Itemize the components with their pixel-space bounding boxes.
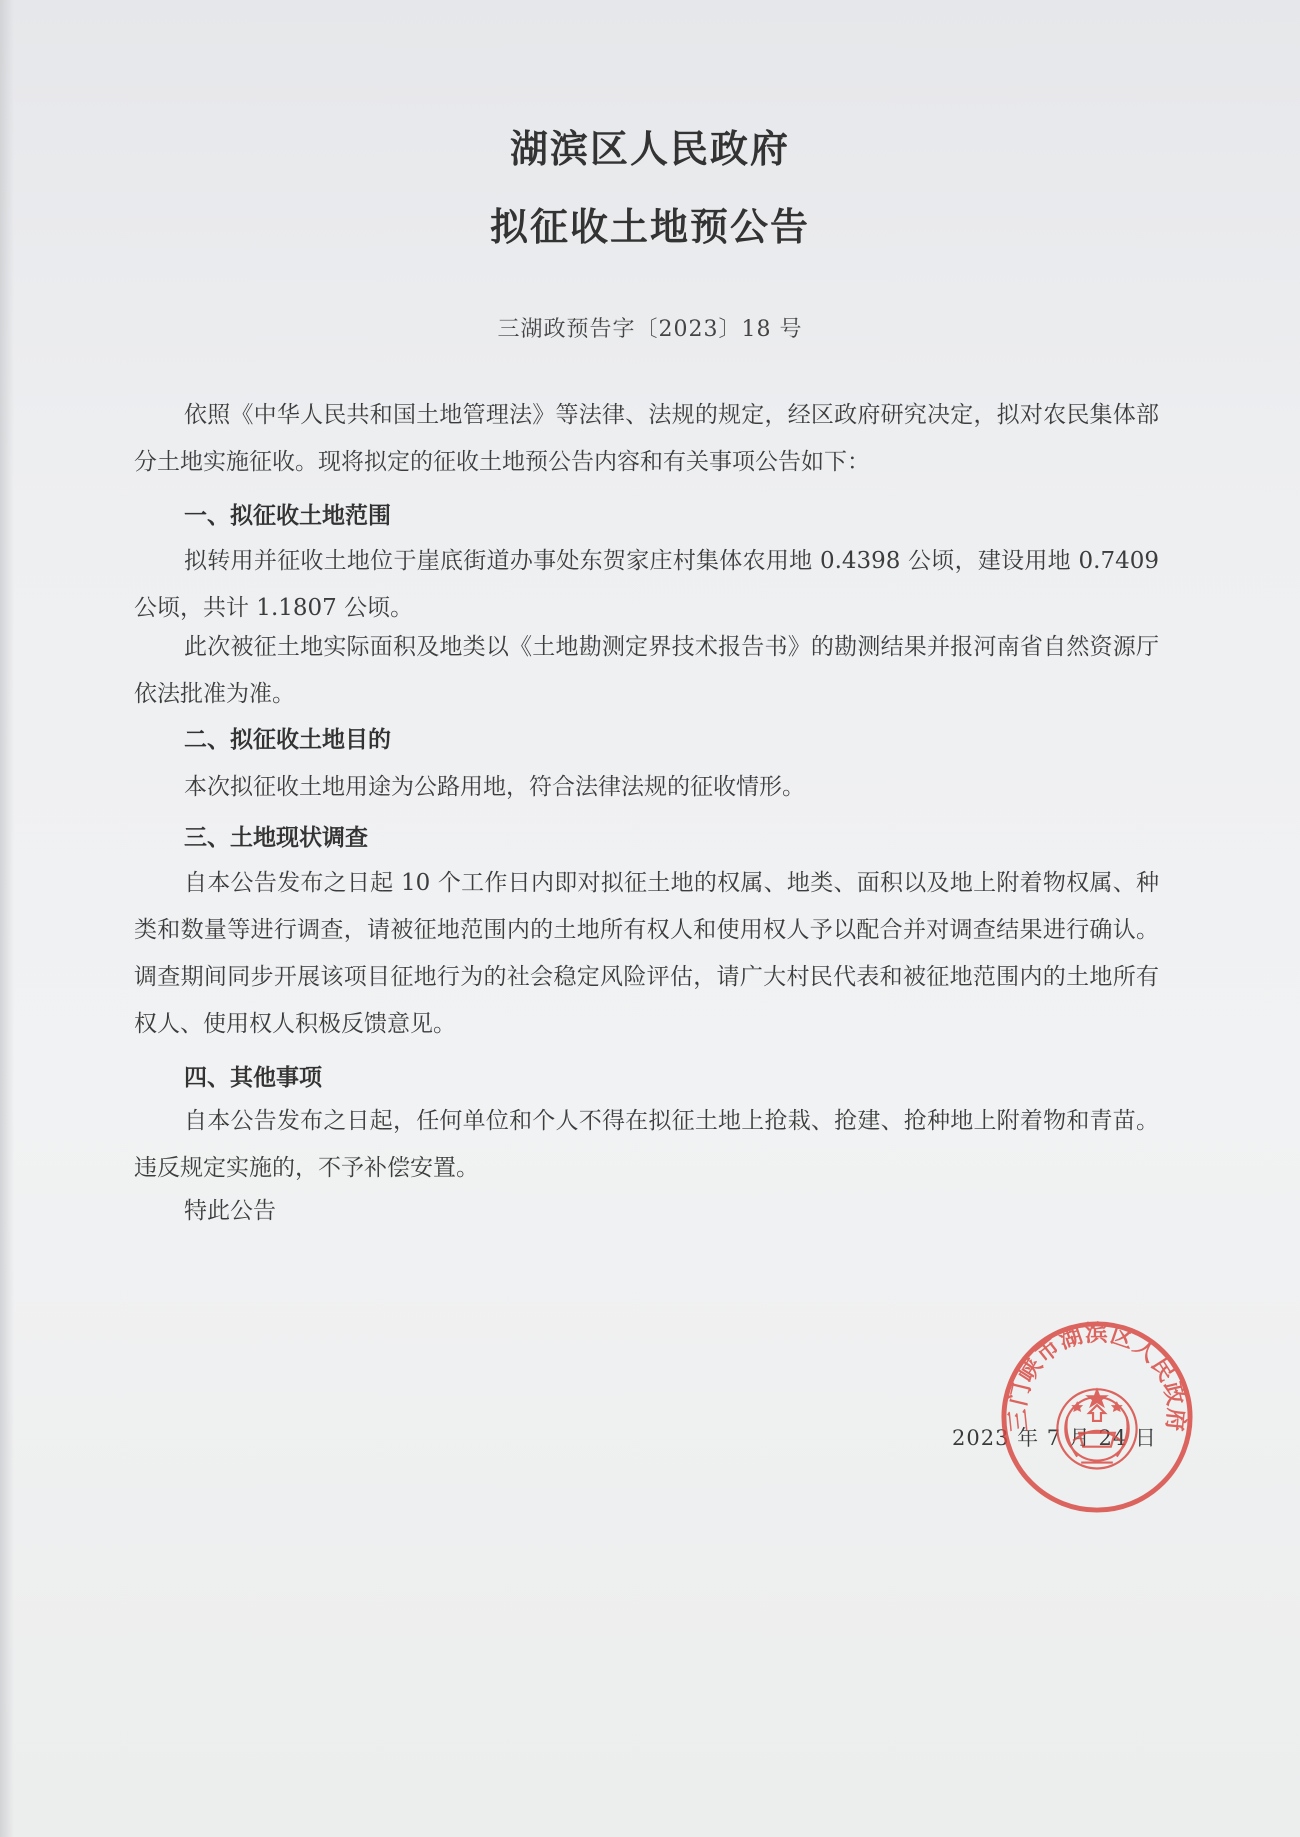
section-other-paragraph: 自本公告发布之日起，任何单位和个人不得在拟征土地上抢栽、抢建、抢种地上附着物和青苗。违反规定实施的，不予补偿安置。 [134, 1108, 1159, 1181]
issue-date: 2023 年 7 月 24 日 [952, 1426, 1157, 1450]
document-number: 三湖政预告字〔2023〕18 号 [497, 317, 803, 342]
section-scope-paragraph-2: 此次被征土地实际面积及地类以《土地勘测定界技术报告书》的勘测结果并报河南省自然资源厅依法批准为准。 [134, 634, 1159, 707]
section-heading-survey: 三、土地现状调查 [184, 825, 368, 851]
closing-text: 特此公告 [184, 1198, 276, 1224]
official-seal-icon [998, 1318, 1196, 1516]
intro-paragraph: 依照《中华人民共和国土地管理法》等法律、法规的规定，经区政府研究决定，拟对农民集体部分土地实施征收。现将拟定的征收土地预公告内容和有关事项公告如下： [134, 402, 1159, 475]
section-heading-other: 四、其他事项 [184, 1065, 322, 1091]
page-edge-shadow [0, 0, 14, 1837]
seal-text: 三门峡市湖滨区人民政府 [1004, 1320, 1190, 1434]
section-survey-paragraph: 自本公告发布之日起 10 个工作日内即对拟征土地的权属、地类、面积以及地上附着物权属、种类和数量等进行调查，请被征地范围内的土地所有权人和使用权人予以配合并对调查结果进行确认。调查期间同步开展该项目征地行为的社会稳定风险评估，请广大村民代表和被征地范围内的土地所有权人、使用权人积极反馈意见。 [134, 870, 1159, 1037]
section-purpose-paragraph: 本次拟征收土地用途为公路用地，符合法律法规的征收情形。 [184, 774, 805, 800]
svg-text:三门峡市湖滨区人民政府 [1004, 1320, 1190, 1433]
section-heading-scope: 一、拟征收土地范围 [184, 503, 391, 529]
document-title-line1: 湖滨区人民政府 [509, 126, 790, 171]
document-title-line2: 拟征收土地预公告 [489, 204, 810, 249]
section-scope-paragraph-1: 拟转用并征收土地位于崖底街道办事处东贺家庄村集体农用地 0.4398 公顷，建设用地 0.7409 公顷，共计 1.1807 公顷。 [134, 548, 1159, 621]
section-heading-purpose: 二、拟征收土地目的 [184, 727, 391, 753]
